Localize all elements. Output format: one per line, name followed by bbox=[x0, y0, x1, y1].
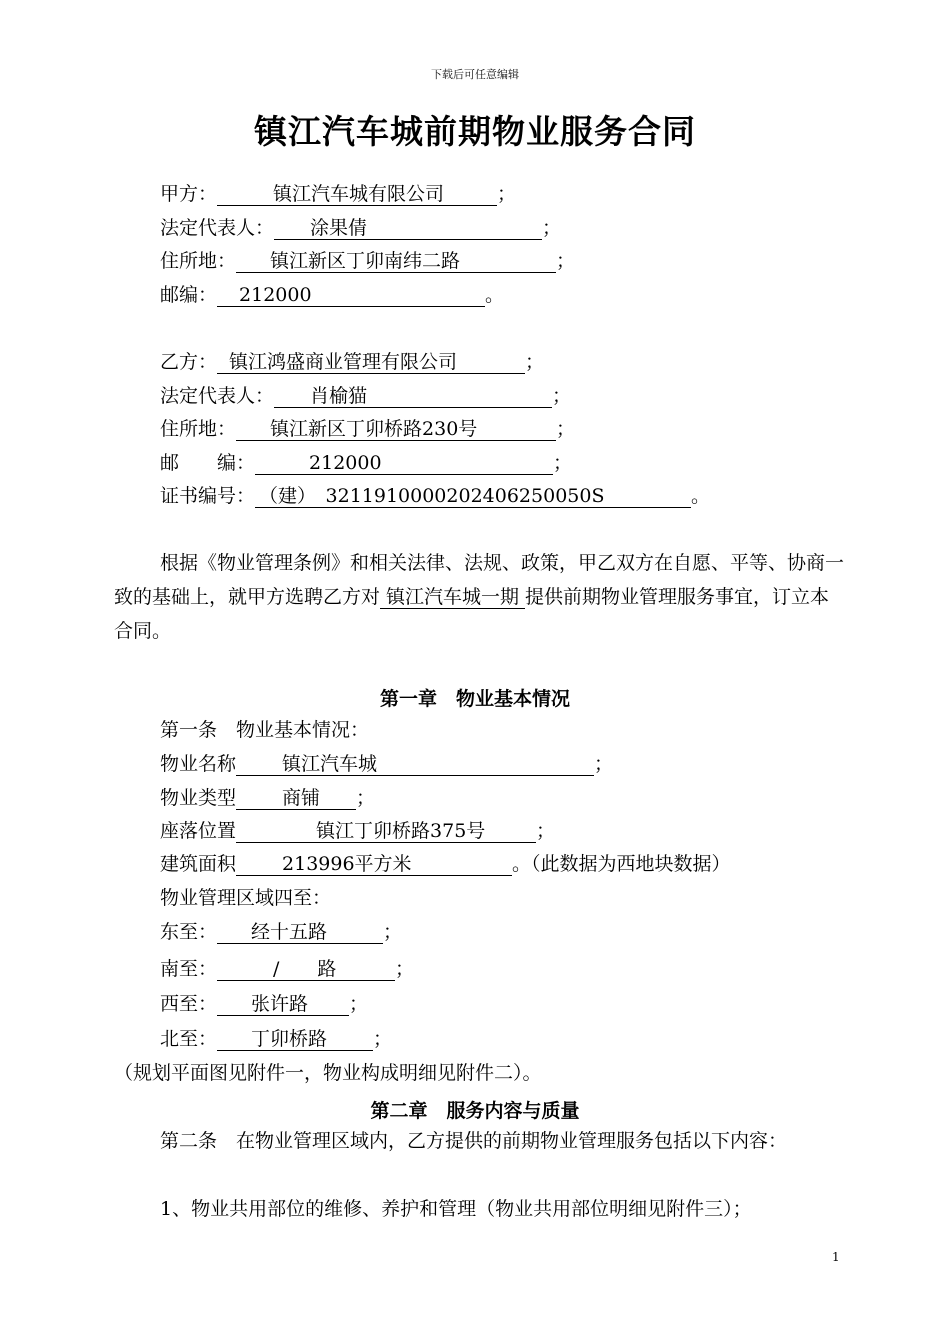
party-b-rep: 肖榆猫 bbox=[274, 385, 552, 408]
party-a-line: 甲方： 镇江汽车城有限公司 ； bbox=[160, 183, 517, 205]
boundary-south: / 路 bbox=[217, 958, 395, 981]
property-location-line: 座落位置 镇江丁卯桥路375号 ； bbox=[160, 820, 556, 842]
boundary-east-line: 东至： 经十五路 ； bbox=[160, 921, 403, 943]
boundary-north: 丁卯桥路 bbox=[217, 1028, 373, 1051]
page-number: 1 bbox=[832, 1250, 840, 1264]
party-a-rep-line: 法定代表人： 涂果倩 ； bbox=[160, 217, 562, 239]
intro-property-name: 镇江汽车城一期 bbox=[380, 586, 525, 609]
party-a-rep: 涂果倩 bbox=[274, 217, 542, 240]
property-area: 213996平方米 bbox=[236, 853, 512, 876]
property-name: 镇江汽车城 bbox=[236, 753, 594, 776]
party-b-cert-line: 证书编号： （建） 3211910000202406250050S 。 bbox=[160, 485, 711, 507]
party-b-zip-line: 邮 编： 212000 ； bbox=[160, 452, 573, 474]
party-a-address: 镇江新区丁卯南纬二路 bbox=[236, 250, 556, 273]
attachment-note: （规划平面图见附件一，物业构成明细见附件二）。 bbox=[114, 1062, 542, 1084]
property-area-line: 建筑面积 213996平方米 。（此数据为西地块数据） bbox=[160, 853, 731, 875]
party-a-zip-line: 邮编： 212000 。 bbox=[160, 284, 505, 306]
property-name-line: 物业名称 镇江汽车城 ； bbox=[160, 753, 614, 775]
boundary-west: 张许路 bbox=[217, 993, 349, 1016]
document-title: 镇江汽车城前期物业服务合同 bbox=[254, 112, 696, 151]
chapter-2-title: 第二章 服务内容与质量 bbox=[370, 1100, 580, 1122]
party-b-cert-number: （建） 3211910000202406250050S bbox=[255, 485, 691, 508]
boundary-east: 经十五路 bbox=[217, 921, 383, 944]
party-b-rep-line: 法定代表人： 肖榆猫 ； bbox=[160, 385, 572, 407]
service-item-1: 1、物业共用部位的维修、养护和管理（物业共用部位明细见附件三）； bbox=[160, 1198, 752, 1220]
property-type: 商铺 bbox=[236, 787, 356, 810]
chapter-1-title: 第一章 物业基本情况 bbox=[379, 688, 570, 710]
party-a-zip: 212000 bbox=[217, 284, 485, 307]
article-1: 第一条 物业基本情况： bbox=[160, 719, 370, 741]
boundary-north-line: 北至： 丁卯桥路 ； bbox=[160, 1028, 393, 1050]
intro-paragraph: 根据《物业管理条例》和相关法律、法规、政策，甲乙双方在自愿、平等、协商一致的基础上，就甲方选聘乙方对 镇江汽车城一期 提供前期物业管理服务事宜，订立本合同。 bbox=[114, 552, 845, 642]
party-b-addr-line: 住所地： 镇江新区丁卯桥路230号 ； bbox=[160, 418, 576, 440]
party-a-name: 镇江汽车城有限公司 bbox=[217, 183, 497, 206]
party-b-address: 镇江新区丁卯桥路230号 bbox=[236, 418, 556, 441]
party-b-name: 镇江鸿盛商业管理有限公司 bbox=[217, 351, 525, 374]
party-b-zip: 212000 bbox=[255, 452, 553, 475]
property-type-line: 物业类型 商铺 ； bbox=[160, 787, 376, 809]
boundary-west-line: 西至： 张许路 ； bbox=[160, 993, 369, 1015]
boundary-label: 物业管理区域四至： bbox=[160, 887, 332, 909]
party-a-addr-line: 住所地： 镇江新区丁卯南纬二路 ； bbox=[160, 250, 576, 272]
header-note: 下载后可任意编辑 bbox=[431, 68, 519, 81]
party-b-line: 乙方： 镇江鸿盛商业管理有限公司 ； bbox=[160, 351, 545, 373]
article-2: 第二条 在物业管理区域内，乙方提供的前期物业管理服务包括以下内容： bbox=[160, 1130, 788, 1152]
boundary-south-line: 南至： / 路 ； bbox=[160, 958, 415, 980]
property-location: 镇江丁卯桥路375号 bbox=[236, 820, 536, 843]
